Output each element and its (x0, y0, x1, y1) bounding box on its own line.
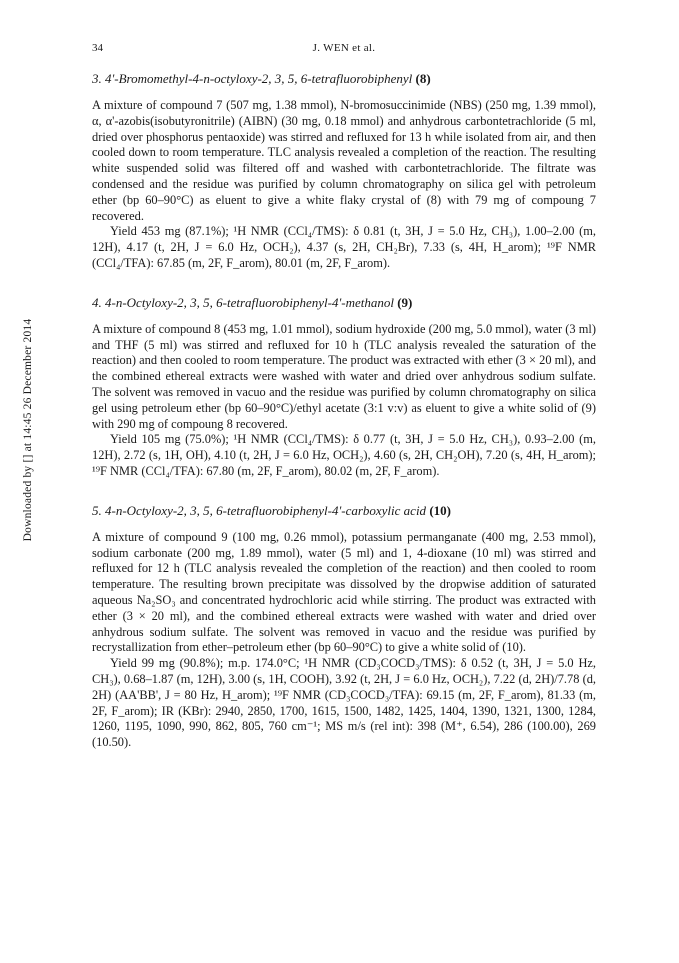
section-heading: 5. 4-n-Octyloxy-2, 3, 5, 6-tetrafluorobiphenyl-4'-carboxylic acid (10) (92, 502, 451, 518)
running-head: J. WEN et al. (312, 42, 376, 54)
download-watermark (20, 260, 36, 600)
download-watermark-text: Downloaded by [] at 14:45 26 December 2014 (22, 318, 34, 542)
section-heading: 4. 4-n-Octyloxy-2, 3, 5, 6-tetrafluorobiphenyl-4'-methanol (9) (92, 294, 413, 310)
characterization-paragraph: Yield 453 mg (87.1%); ¹H NMR (CCl₄/TMS): δ 0.81 (t, 3H, J = 5.0 Hz, CH₃), 1.00–2.00 (m, 12H), 4.17 (t, 2H, J = 6.0 Hz, OCH₂), 4.37 (s, 2H, CH₂Br), 7.33 (s, 4H, H_arom); ¹⁹F NMR (CCl₄/TFA): 67.85 (m, 2F, F_arom), 80.01 (m, 2F, F_arom). (92, 224, 596, 270)
section-compound-8 (92, 70, 596, 272)
page-header (92, 42, 596, 58)
section-heading: 3. 4'-Bromomethyl-4-n-octyloxy-2, 3, 5, 6-tetrafluorobiphenyl (8) (92, 71, 431, 86)
procedure-paragraph: A mixture of compound 9 (100 mg, 0.26 mmol), potassium permanganate (400 mg, 2.53 mmol), sodium carbonate (200 mg, 1.89 mmol), water (5 ml) and 1, 4-dioxane (10 ml) was stirred and refluxed for 12 h (TLC analysis revealed the completion of the reaction) and then cooled to room temperature. The resulting brown precipitate was dissolved by the dropwise addition of saturated aqueous Na₂SO₃ and concentrated hydrochloric acid while stirring. The product was extracted with ether (3 × 20 ml), and the combined ethereal extracts were washed with water and dried over anhydrous sodium sulfate. The solvent was removed in vacuo and the residue was purified by recrystallization from ether–petroleum ether (bp 60–90°C) to give a white solid of (10). (92, 529, 596, 655)
characterization-paragraph: Yield 99 mg (90.8%); m.p. 174.0°C; ¹H NMR (CD₃COCD₃/TMS): δ 0.52 (t, 3H, J = 5.0 Hz, CH₃), 0.68–1.87 (m, 12H), 3.00 (s, 1H, COOH), 3.92 (t, 2H, J = 6.0 Hz, OCH₂), 7.22 (d, 2H)/7.78 (d, 2H) (AA'BB', J = 80 Hz, H_arom); ¹⁹F NMR (CD₃COCD₃/TFA): 69.15 (m, 2F, F_arom), 81.33 (m, 2F, F_arom); IR (KBr): 2940, 2850, 1700, 1615, 1500, 1482, 1425, 1404, 1390, 1321, 1300, 1284, 1260, 1195, 1090, 990, 862, 805, 760 cm⁻¹; MS m/s (rel int): 398 (M⁺, 6.54), 286 (100.00), 269 (10.50). (92, 656, 596, 750)
characterization-paragraph: Yield 105 mg (75.0%); ¹H NMR (CCl₄/TMS): δ 0.77 (t, 3H, J = 5.0 Hz, CH₃), 0.93–2.00 (m, 12H), 2.72 (s, 1H, OH), 4.10 (t, 2H, J = 6.0 Hz, OCH₂), 4.60 (s, 2H, CH₂OH), 7.20 (s, 4H, H_arom); ¹⁹F NMR (CCl₄/TFA): 67.80 (m, 2F, F_arom), 80.02 (m, 2F, F_arom). (92, 432, 596, 478)
section-compound-9 (92, 294, 596, 480)
procedure-paragraph: A mixture of compound 8 (453 mg, 1.01 mmol), sodium hydroxide (200 mg, 5.0 mmol), water (3 ml) and THF (5 ml) was stirred and refluxed for 10 h (TLC analysis revealed the saturation of the reaction) and then cooled to room temperature. The product was extracted with ether (3 × 20 ml), and the combined ethereal extracts were washed with water and dried over anhydrous sodium sulfate. The solvent was removed in vacuo and the residue was purified by column chromatography on silica gel using petroleum ether (bp 60–90°C)/ethyl acetate (3:1 v:v) as eluent to give a white solid of (9) with 290 mg of compoung 8 recovered. (92, 321, 596, 431)
section-compound-10 (92, 502, 596, 751)
article-body (92, 70, 596, 751)
page-number: 34 (92, 42, 103, 54)
procedure-paragraph: A mixture of compound 7 (507 mg, 1.38 mmol), N-bromosuccinimide (NBS) (250 mg, 1.39 mmol), α, α'-azobis(isobutyronitrile) (AIBN) (30 mg, 0.18 mmol) and anhydrous carbontetrachloride (5 ml, dried over phosphorus pentaoxide) was stirred and refluxed for 13 h while isolated from air, and then cooled down to room temperature. TLC analysis revealed a completion of the reaction. The resulting white suspended solid was filtered off and washed with carbontetrachloride. The filtrate was condensed and the residue was purified by column chromatography on silica gel with petroleum ether (bp 60–90°C) as eluent to give a white flaky crystal of (8) with 79 mg of compoung 7 recovered. (92, 98, 596, 223)
